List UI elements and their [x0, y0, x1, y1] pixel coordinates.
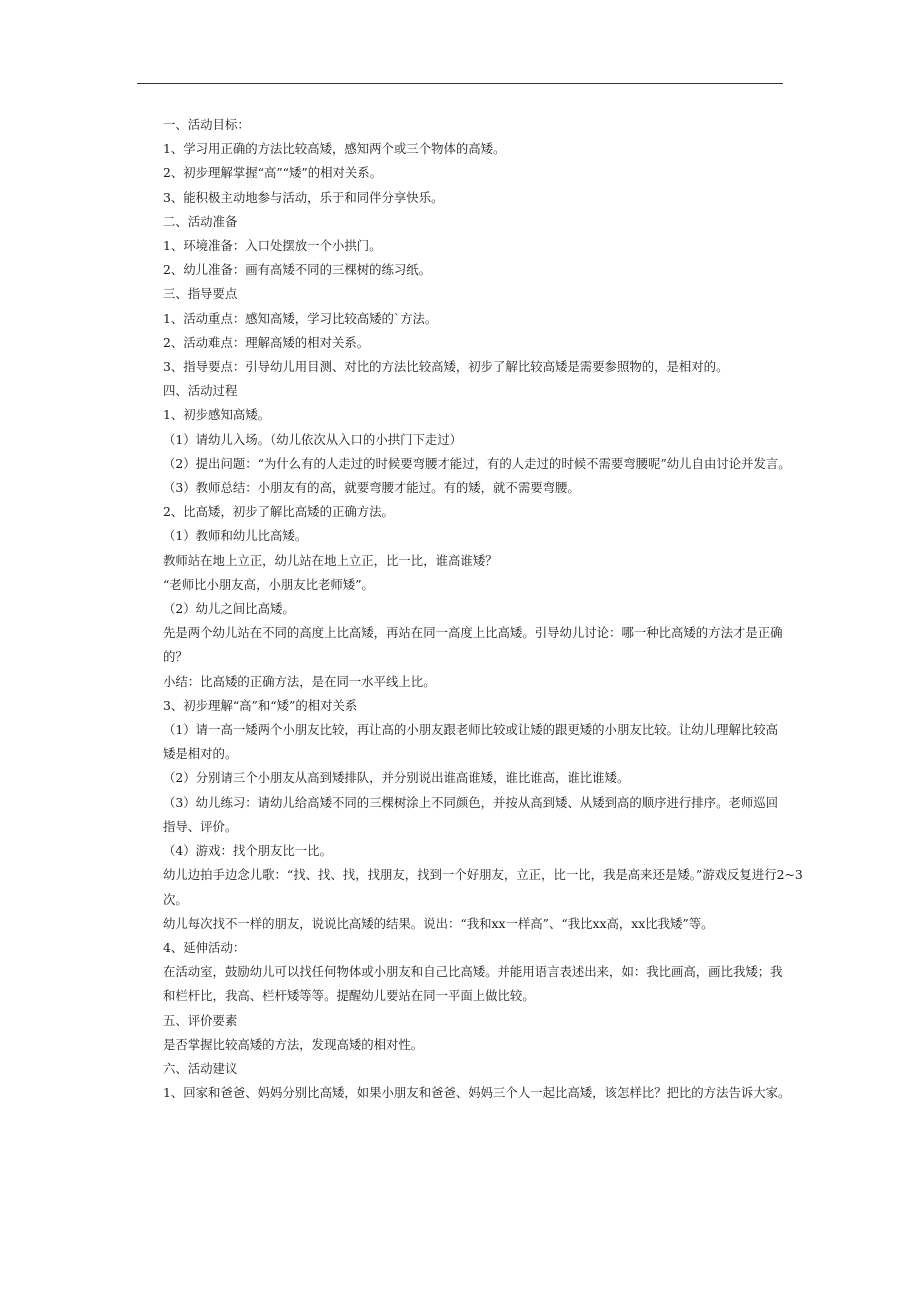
paragraph: 1、初步感知高矮。 [163, 407, 271, 423]
paragraph: （1）请幼儿入场。（幼儿依次从入口的小拱门下走过） [163, 431, 463, 447]
paragraph: 先是两个幼儿站在不同的高度上比高矮，再站在同一高度上比高矮。引导幼儿讨论：哪一种比高矮的方法才是正确 [163, 625, 783, 641]
paragraph: 1、活动重点：感知高矮，学习比较高矮的`方法。 [163, 310, 438, 326]
paragraph: （4）游戏：找个朋友比一比。 [163, 843, 332, 859]
paragraph: 的？ [163, 649, 188, 665]
section-heading-evaluation: 五、评价要素 [163, 1012, 238, 1028]
paragraph: 2、幼儿准备：画有高矮不同的三棵树的练习纸。 [163, 262, 432, 278]
paragraph: 4、延伸活动： [163, 939, 246, 955]
paragraph: 2、活动难点：理解高矮的相对关系。 [163, 334, 370, 350]
paragraph: “老师比小朋友高，小朋友比老师矮”。 [163, 576, 374, 592]
paragraph: （2）幼儿之间比高矮。 [163, 601, 295, 617]
section-heading-goals: 一、活动目标： [163, 117, 250, 132]
section-heading-preparation: 二、活动准备 [163, 213, 238, 229]
paragraph: （1）教师和幼儿比高矮。 [163, 528, 308, 544]
paragraph: 2、比高矮，初步了解比高矮的正确方法。 [163, 504, 394, 520]
document-body [163, 113, 803, 1105]
paragraph: （2）分别请三个小朋友从高到矮排队，并分别说出谁高谁矮，谁比谁高，谁比谁矮。 [163, 770, 630, 786]
paragraph: （2）提出问题：“为什么有的人走过的时候要弯腰才能过，有的人走过的时候不需要弯腰呢”幼儿自由讨论并发言。 [163, 455, 791, 471]
paragraph: 3、能积极主动地参与活动，乐于和同伴分享快乐。 [163, 189, 444, 205]
section-heading-process: 四、活动过程 [163, 383, 238, 399]
paragraph: 2、初步理解掌握“高”“矮”的相对关系。 [163, 165, 383, 181]
paragraph: 矮是相对的。 [163, 746, 238, 762]
header-rule [137, 83, 783, 84]
paragraph: 指导、评价。 [163, 818, 238, 834]
paragraph: 1、学习用正确的方法比较高矮，感知两个或三个物体的高矮。 [163, 141, 506, 157]
paragraph: 小结：比高矮的正确方法，是在同一水平线上比。 [163, 673, 436, 689]
paragraph: 幼儿边拍手边念儿歌：“找、找、找，找朋友，找到一个好朋友，立正，比一比，我是高来还是矮。”游戏反复进行2~3 [163, 867, 803, 883]
paragraph: （3）教师总结：小朋友有的高，就要弯腰才能过。有的矮，就不需要弯腰。 [163, 480, 580, 496]
paragraph: 次。 [163, 891, 188, 907]
paragraph: 3、初步理解“高”和“矮”的相对关系 [163, 697, 358, 713]
paragraph: 1、环境准备：入口处摆放一个小拱门。 [163, 238, 382, 254]
paragraph: 和栏杆比，我高、栏杆矮等等。提醒幼儿要站在同一平面上做比较。 [163, 988, 535, 1004]
paragraph: （1）请一高一矮两个小朋友比较，再让高的小朋友跟老师比较或让矮的跟更矮的小朋友比较。让幼儿理解比较高 [163, 722, 779, 738]
paragraph: 在活动室，鼓励幼儿可以找任何物体或小朋友和自己比高矮。并能用语言表述出来，如：我比画高，画比我矮；我 [163, 964, 783, 980]
section-heading-guidance: 三、指导要点 [163, 286, 238, 302]
section-heading-suggestions: 六、活动建议 [163, 1060, 238, 1076]
paragraph: 3、指导要点：引导幼儿用目测、对比的方法比较高矮，初步了解比较高矮是需要参照物的，是相对的。 [163, 359, 729, 375]
paragraph: 1、回家和爸爸、妈妈分别比高矮，如果小朋友和爸爸、妈妈三个人一起比高矮，该怎样比？把比的方法告诉大家。 [163, 1085, 791, 1101]
paragraph: 是否掌握比较高矮的方法，发现高矮的相对性。 [163, 1036, 424, 1052]
paragraph: 教师站在地上立正，幼儿站在地上立正，比一比，谁高谁矮？ [163, 552, 498, 568]
paragraph: （3）幼儿练习：请幼儿给高矮不同的三棵树涂上不同颜色，并按从高到矮、从矮到高的顺序进行排序。老师巡回 [163, 794, 779, 810]
paragraph: 幼儿每次找不一样的朋友，说说比高矮的结果。说出：“我和xx一样高”、“我比xx高，xx比我矮”等。 [163, 915, 714, 931]
